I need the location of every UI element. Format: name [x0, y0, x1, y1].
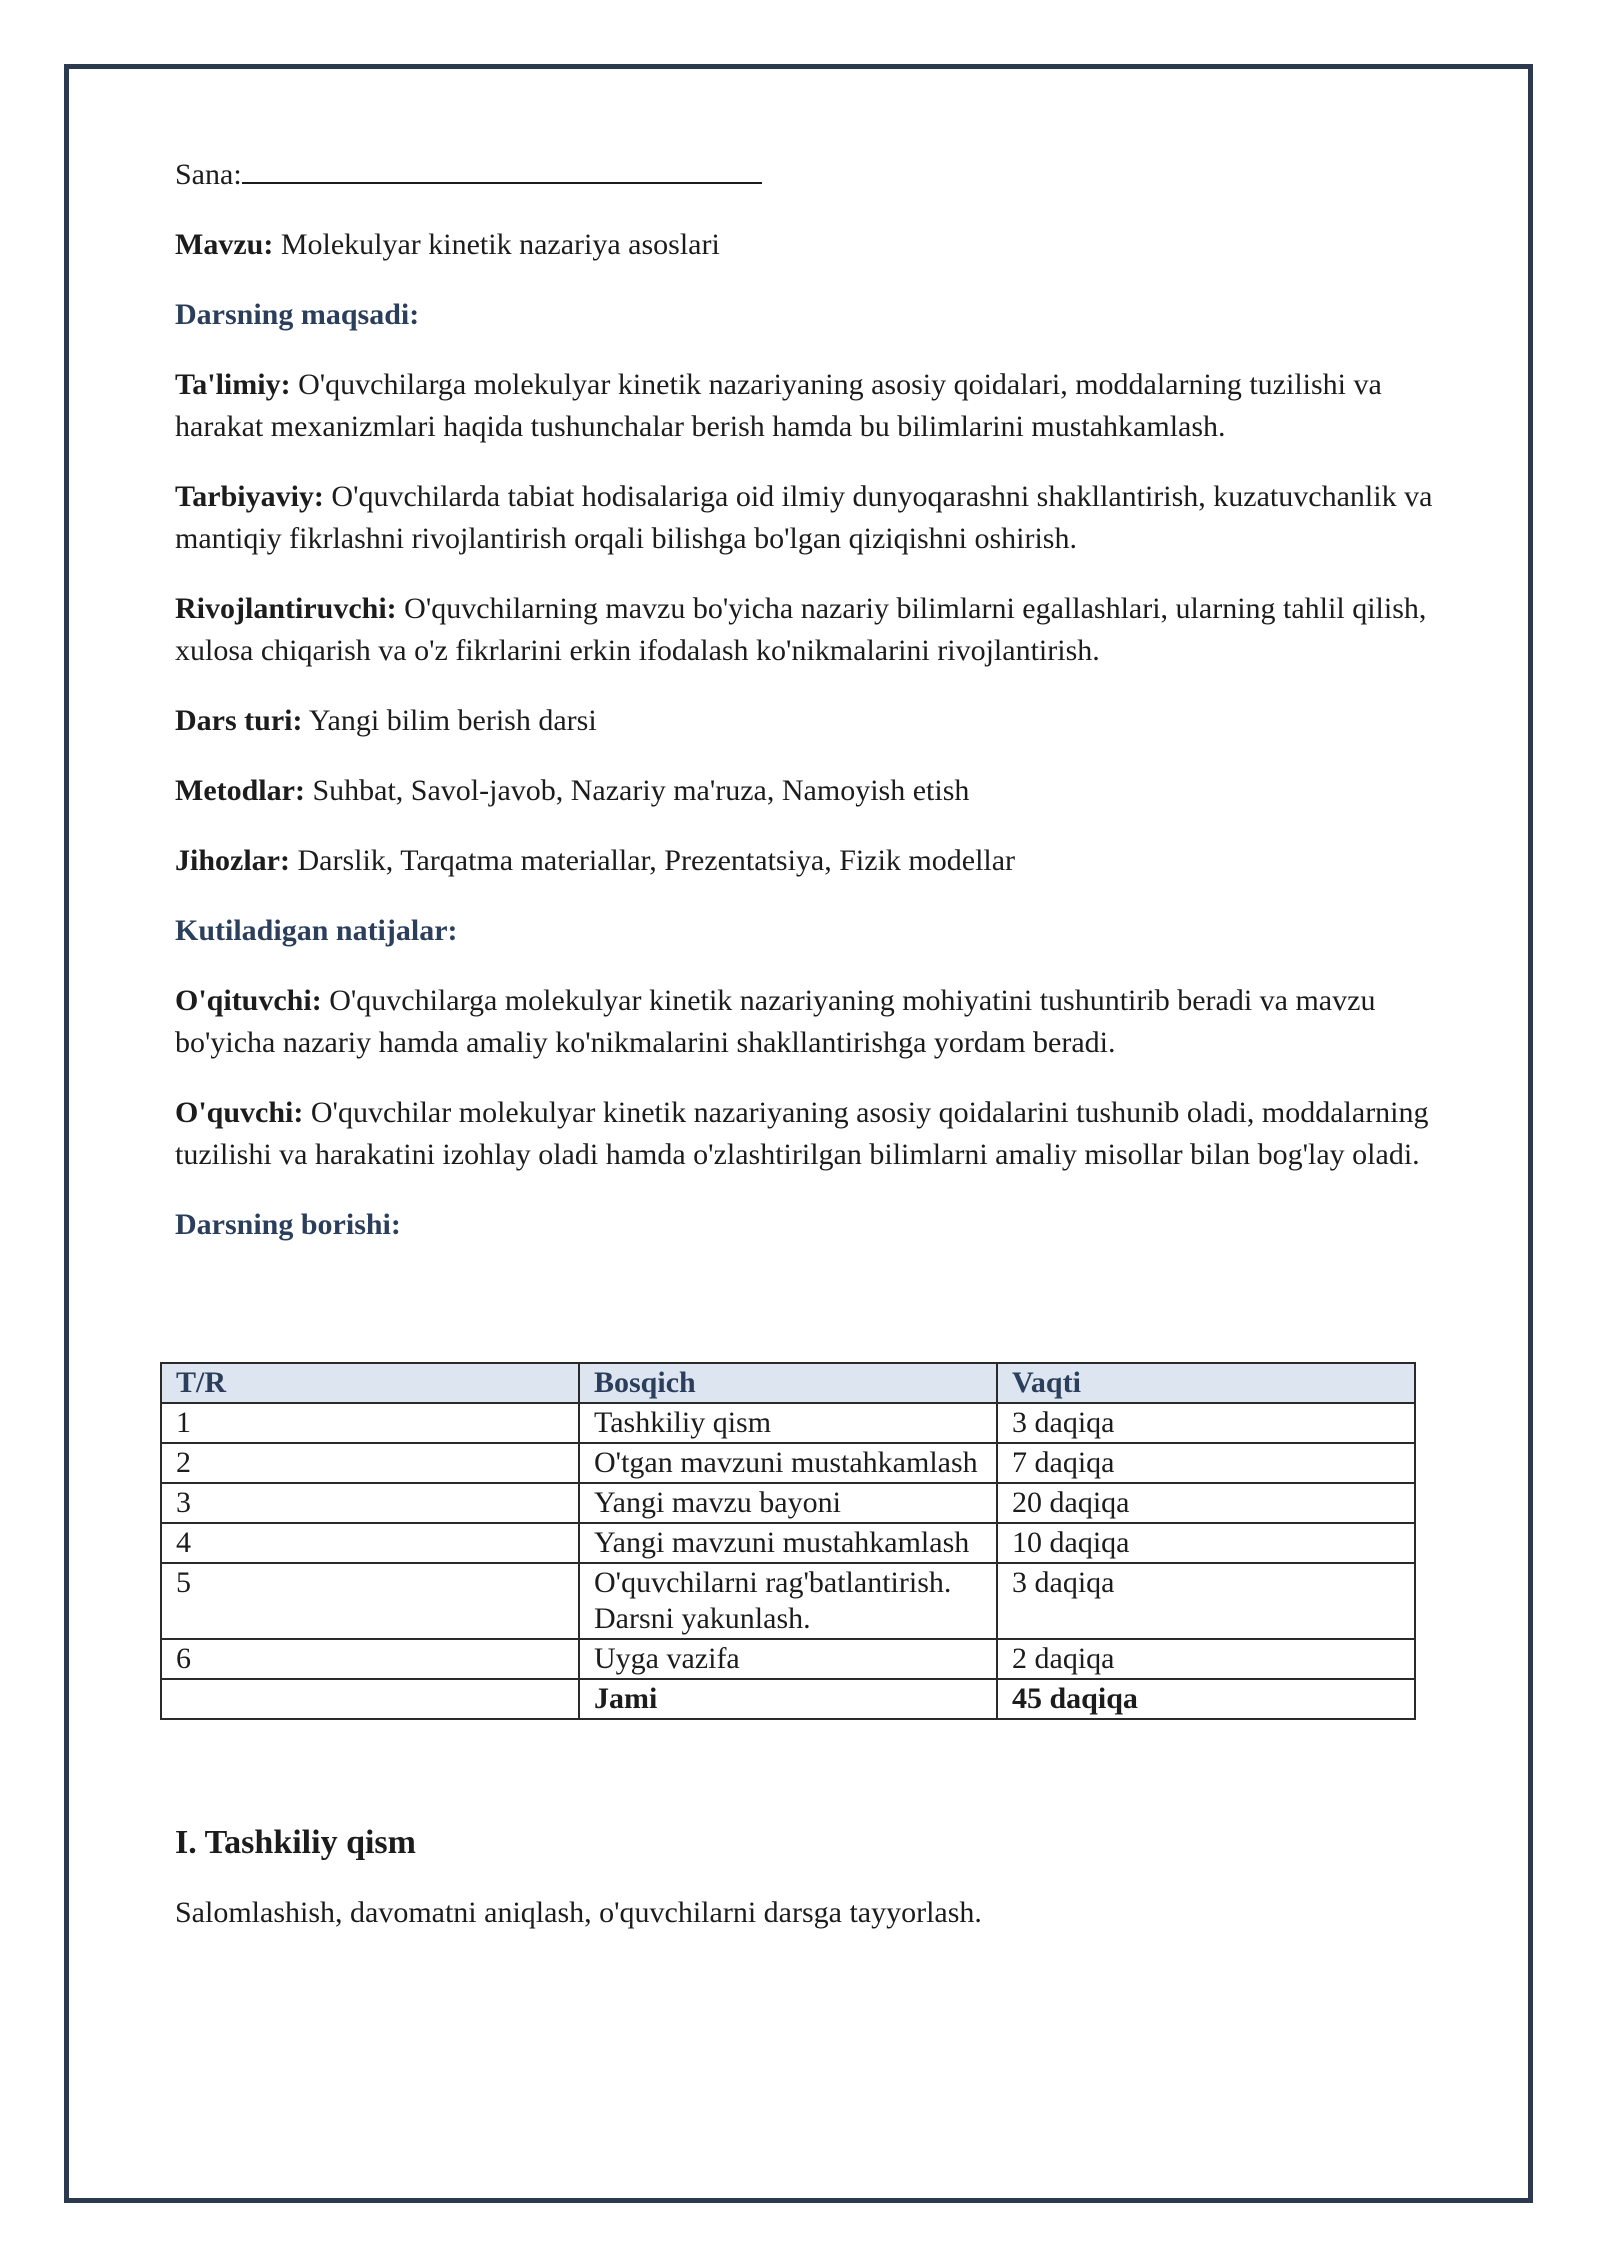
lesson-type-line	[175, 700, 1445, 742]
goal-text: O'quvchilarga molekulyar kinetik nazariyaning asosiy qoidalari, moddalarning tuzilishi va harakat mexanizmlari haqida tushunchalar berish hamda bu bilimlarini mustahkamlash.	[175, 368, 1382, 443]
total-label-cell: Jami	[579, 1679, 997, 1719]
table-cell: 1	[161, 1403, 579, 1443]
methods-label: Metodlar:	[175, 774, 305, 807]
topic-value: Molekulyar kinetik nazariya asoslari	[280, 228, 720, 261]
result-text: O'quvchilar molekulyar kinetik nazariyaning asosiy qoidalarini tushunib oladi, moddalarning tuzilishi va harakatini izohlay oladi hamda o'zlashtirilgan bilimlarni amaliy misollar bilan bog'lay oladi.	[175, 1096, 1429, 1171]
results-heading: Kutiladigan natijalar:	[175, 914, 458, 947]
table-row	[161, 1523, 1415, 1563]
goal-label: Ta'limiy:	[175, 368, 291, 401]
table-header-cell: Vaqti	[997, 1363, 1415, 1403]
table-cell: 4	[161, 1523, 579, 1563]
table-header-cell: Bosqich	[579, 1363, 997, 1403]
table-header-row	[161, 1363, 1415, 1403]
total-value-cell: 45 daqiqa	[997, 1679, 1415, 1719]
result-text: O'quvchilarga molekulyar kinetik nazariyaning mohiyatini tushuntirib beradi va mavzu bo'yicha nazariy hamda amaliy ko'nikmalarini shakllantirishga yordam beradi.	[175, 984, 1376, 1059]
table-cell: Yangi mavzu bayoni	[579, 1483, 997, 1523]
table-cell: Yangi mavzuni mustahkamlash	[579, 1523, 997, 1563]
table-cell: 2 daqiqa	[997, 1639, 1415, 1679]
table-row	[161, 1639, 1415, 1679]
table-row	[161, 1403, 1415, 1443]
table-cell: 6	[161, 1639, 579, 1679]
result-label: O'quvchi:	[175, 1096, 304, 1129]
topic-line	[175, 224, 1445, 266]
section-text: Salomlashish, davomatni aniqlash, o'quvchilarni darsga tayyorlash.	[175, 1896, 982, 1929]
equipment-label: Jihozlar:	[175, 844, 290, 877]
result-label: O'qituvchi:	[175, 984, 322, 1017]
table-cell: 3 daqiqa	[997, 1563, 1415, 1639]
table-header-cell: T/R	[161, 1363, 579, 1403]
date-fill-line	[242, 148, 762, 184]
result-student	[175, 1092, 1445, 1176]
lesson-type-value: Yangi bilim berish darsi	[308, 704, 597, 737]
table-row	[161, 1563, 1415, 1639]
goal-label: Tarbiyaviy:	[175, 480, 324, 513]
lesson-progress-table	[160, 1362, 1416, 1720]
table-cell: Uyga vazifa	[579, 1639, 997, 1679]
table-cell	[161, 1679, 579, 1719]
lesson-type-label: Dars turi:	[175, 704, 303, 737]
table-cell: 7 daqiqa	[997, 1443, 1415, 1483]
goal-educational	[175, 364, 1445, 448]
table-cell: 2	[161, 1443, 579, 1483]
equipment-line	[175, 840, 1445, 882]
table-cell: 20 daqiqa	[997, 1483, 1415, 1523]
lesson-plan-body	[175, 148, 1445, 1274]
goal-developmental	[175, 588, 1445, 672]
goal-text: O'quvchilarda tabiat hodisalariga oid ilmiy dunyoqarashni shakllantirish, kuzatuvchanlik va mantiqiy fikrlashni rivojlantirish orqali bilishga bo'lgan qiziqishni oshirish.	[175, 480, 1433, 555]
progress-heading: Darsning borishi:	[175, 1208, 401, 1241]
result-teacher	[175, 980, 1445, 1064]
table-cell: O'tgan mavzuni mustahkamlash	[579, 1443, 997, 1483]
table-cell: Tashkiliy qism	[579, 1403, 997, 1443]
table-cell: 5	[161, 1563, 579, 1639]
date-line	[175, 148, 1445, 196]
table-total-row	[161, 1679, 1415, 1719]
goals-heading: Darsning maqsadi:	[175, 298, 420, 331]
table-row	[161, 1443, 1415, 1483]
table-cell: 3 daqiqa	[997, 1403, 1415, 1443]
goal-upbringing	[175, 476, 1445, 560]
table-cell: 3	[161, 1483, 579, 1523]
goal-text: O'quvchilarning mavzu bo'yicha nazariy bilimlarni egallashlari, ularning tahlil qilish, xulosa chiqarish va o'z fikrlarini erkin ifodalash ko'nikmalarini rivojlantirish.	[175, 592, 1427, 667]
date-label: Sana:	[175, 158, 242, 191]
table-cell: O'quvchilarni rag'batlantirish. Darsni yakunlash.	[579, 1563, 997, 1639]
section-title: I. Tashkiliy qism	[175, 1824, 416, 1861]
equipment-value: Darslik, Tarqatma materiallar, Prezentatsiya, Fizik modellar	[297, 844, 1016, 877]
table-row	[161, 1483, 1415, 1523]
methods-line	[175, 770, 1445, 812]
methods-value: Suhbat, Savol-javob, Nazariy ma'ruza, Namoyish etish	[312, 774, 970, 807]
topic-label: Mavzu:	[175, 228, 274, 261]
goal-label: Rivojlantiruvchi:	[175, 592, 397, 625]
table-cell: 10 daqiqa	[997, 1523, 1415, 1563]
